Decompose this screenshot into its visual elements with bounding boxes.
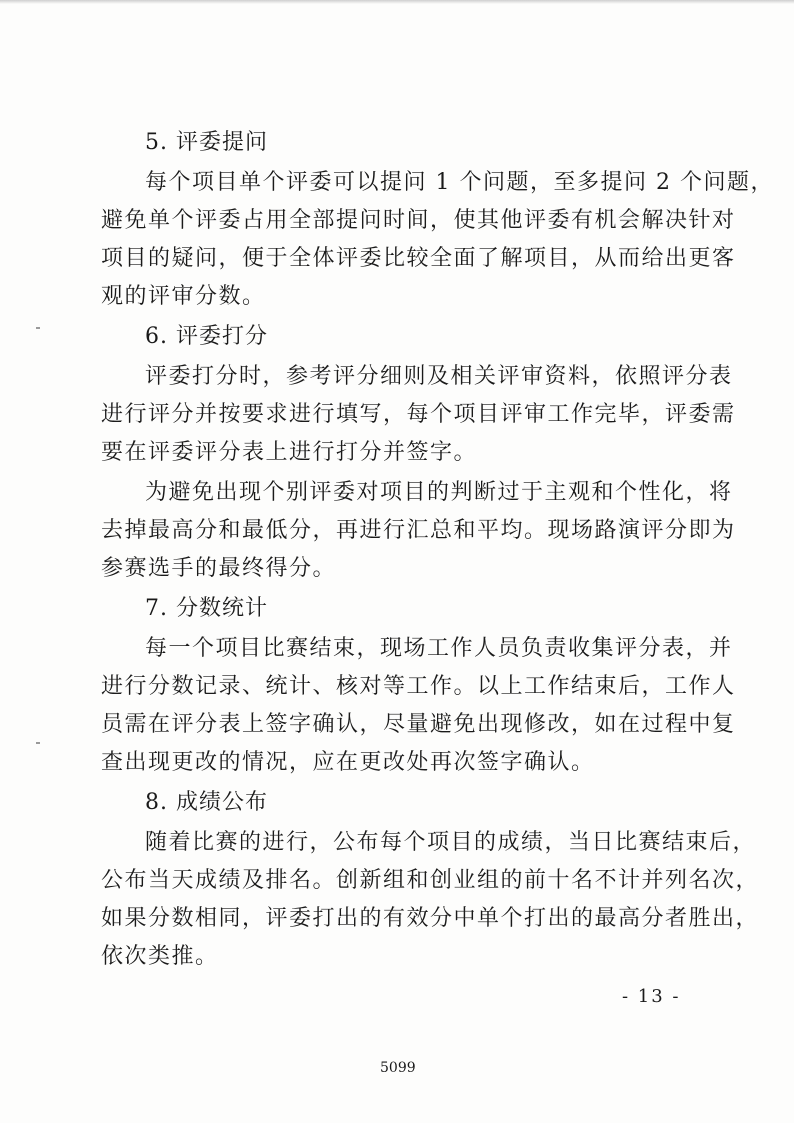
text-line: 项目的疑问，便于全体评委比较全面了解项目，从而给出更客 — [101, 246, 736, 271]
text-line: 进行分数记录、统计、核对等工作。以上工作结束后，工作人 — [101, 674, 736, 699]
text-line: 每个项目单个评委可以提问 1 个问题，至多提问 2 个问题， — [145, 170, 774, 195]
paragraph — [101, 474, 736, 588]
paragraph — [101, 824, 760, 976]
section-heading: 5. 评委提问 — [145, 130, 268, 155]
text-line: 评委打分时，参考评分细则及相关评审资料，依照评分表 — [145, 364, 733, 389]
text-line: 要在评委评分表上进行打分并签字。 — [101, 440, 478, 465]
scan-edge — [0, 0, 794, 4]
text-line: 进行评分并按要求进行填写，每个项目评审工作完毕，评委需 — [101, 402, 736, 427]
scan-speck — [36, 742, 40, 744]
text-line: 依次类推。 — [101, 944, 219, 969]
text-line: 公布当天成绩及排名。创新组和创业组的前十名不计并列名次， — [101, 868, 760, 893]
paragraph — [101, 358, 736, 472]
text-line: 去掉最高分和最低分，再进行汇总和平均。现场路演评分即为 — [101, 518, 736, 543]
paragraph — [101, 164, 774, 316]
scan-speck — [36, 327, 40, 329]
text-line: 查出现更改的情况，应在更改处再次签字确认。 — [101, 750, 595, 775]
page-number: - 13 - — [622, 986, 681, 1007]
document-body — [101, 124, 774, 978]
text-line: 为避免出现个别评委对项目的判断过于主观和个性化，将 — [145, 480, 733, 505]
text-line: 员需在评分表上签字确认，尽量避免出现修改，如在过程中复 — [101, 712, 736, 737]
section-heading: 6. 评委打分 — [145, 324, 268, 349]
text-line: 避免单个评委占用全部提问时间，使其他评委有机会解决针对 — [101, 208, 736, 233]
text-line: 随着比赛的进行，公布每个项目的成绩，当日比赛结束后， — [145, 830, 757, 855]
section-heading: 8. 成绩公布 — [145, 790, 268, 815]
text-line: 每一个项目比赛结束，现场工作人员负责收集评分表，并 — [145, 636, 733, 661]
paragraph — [101, 630, 736, 782]
text-line: 观的评审分数。 — [101, 284, 266, 309]
document-code: 5099 — [380, 1060, 416, 1076]
text-line: 如果分数相同，评委打出的有效分中单个打出的最高分者胜出， — [101, 906, 760, 931]
section-heading: 7. 分数统计 — [145, 596, 268, 621]
text-line: 参赛选手的最终得分。 — [101, 556, 337, 581]
